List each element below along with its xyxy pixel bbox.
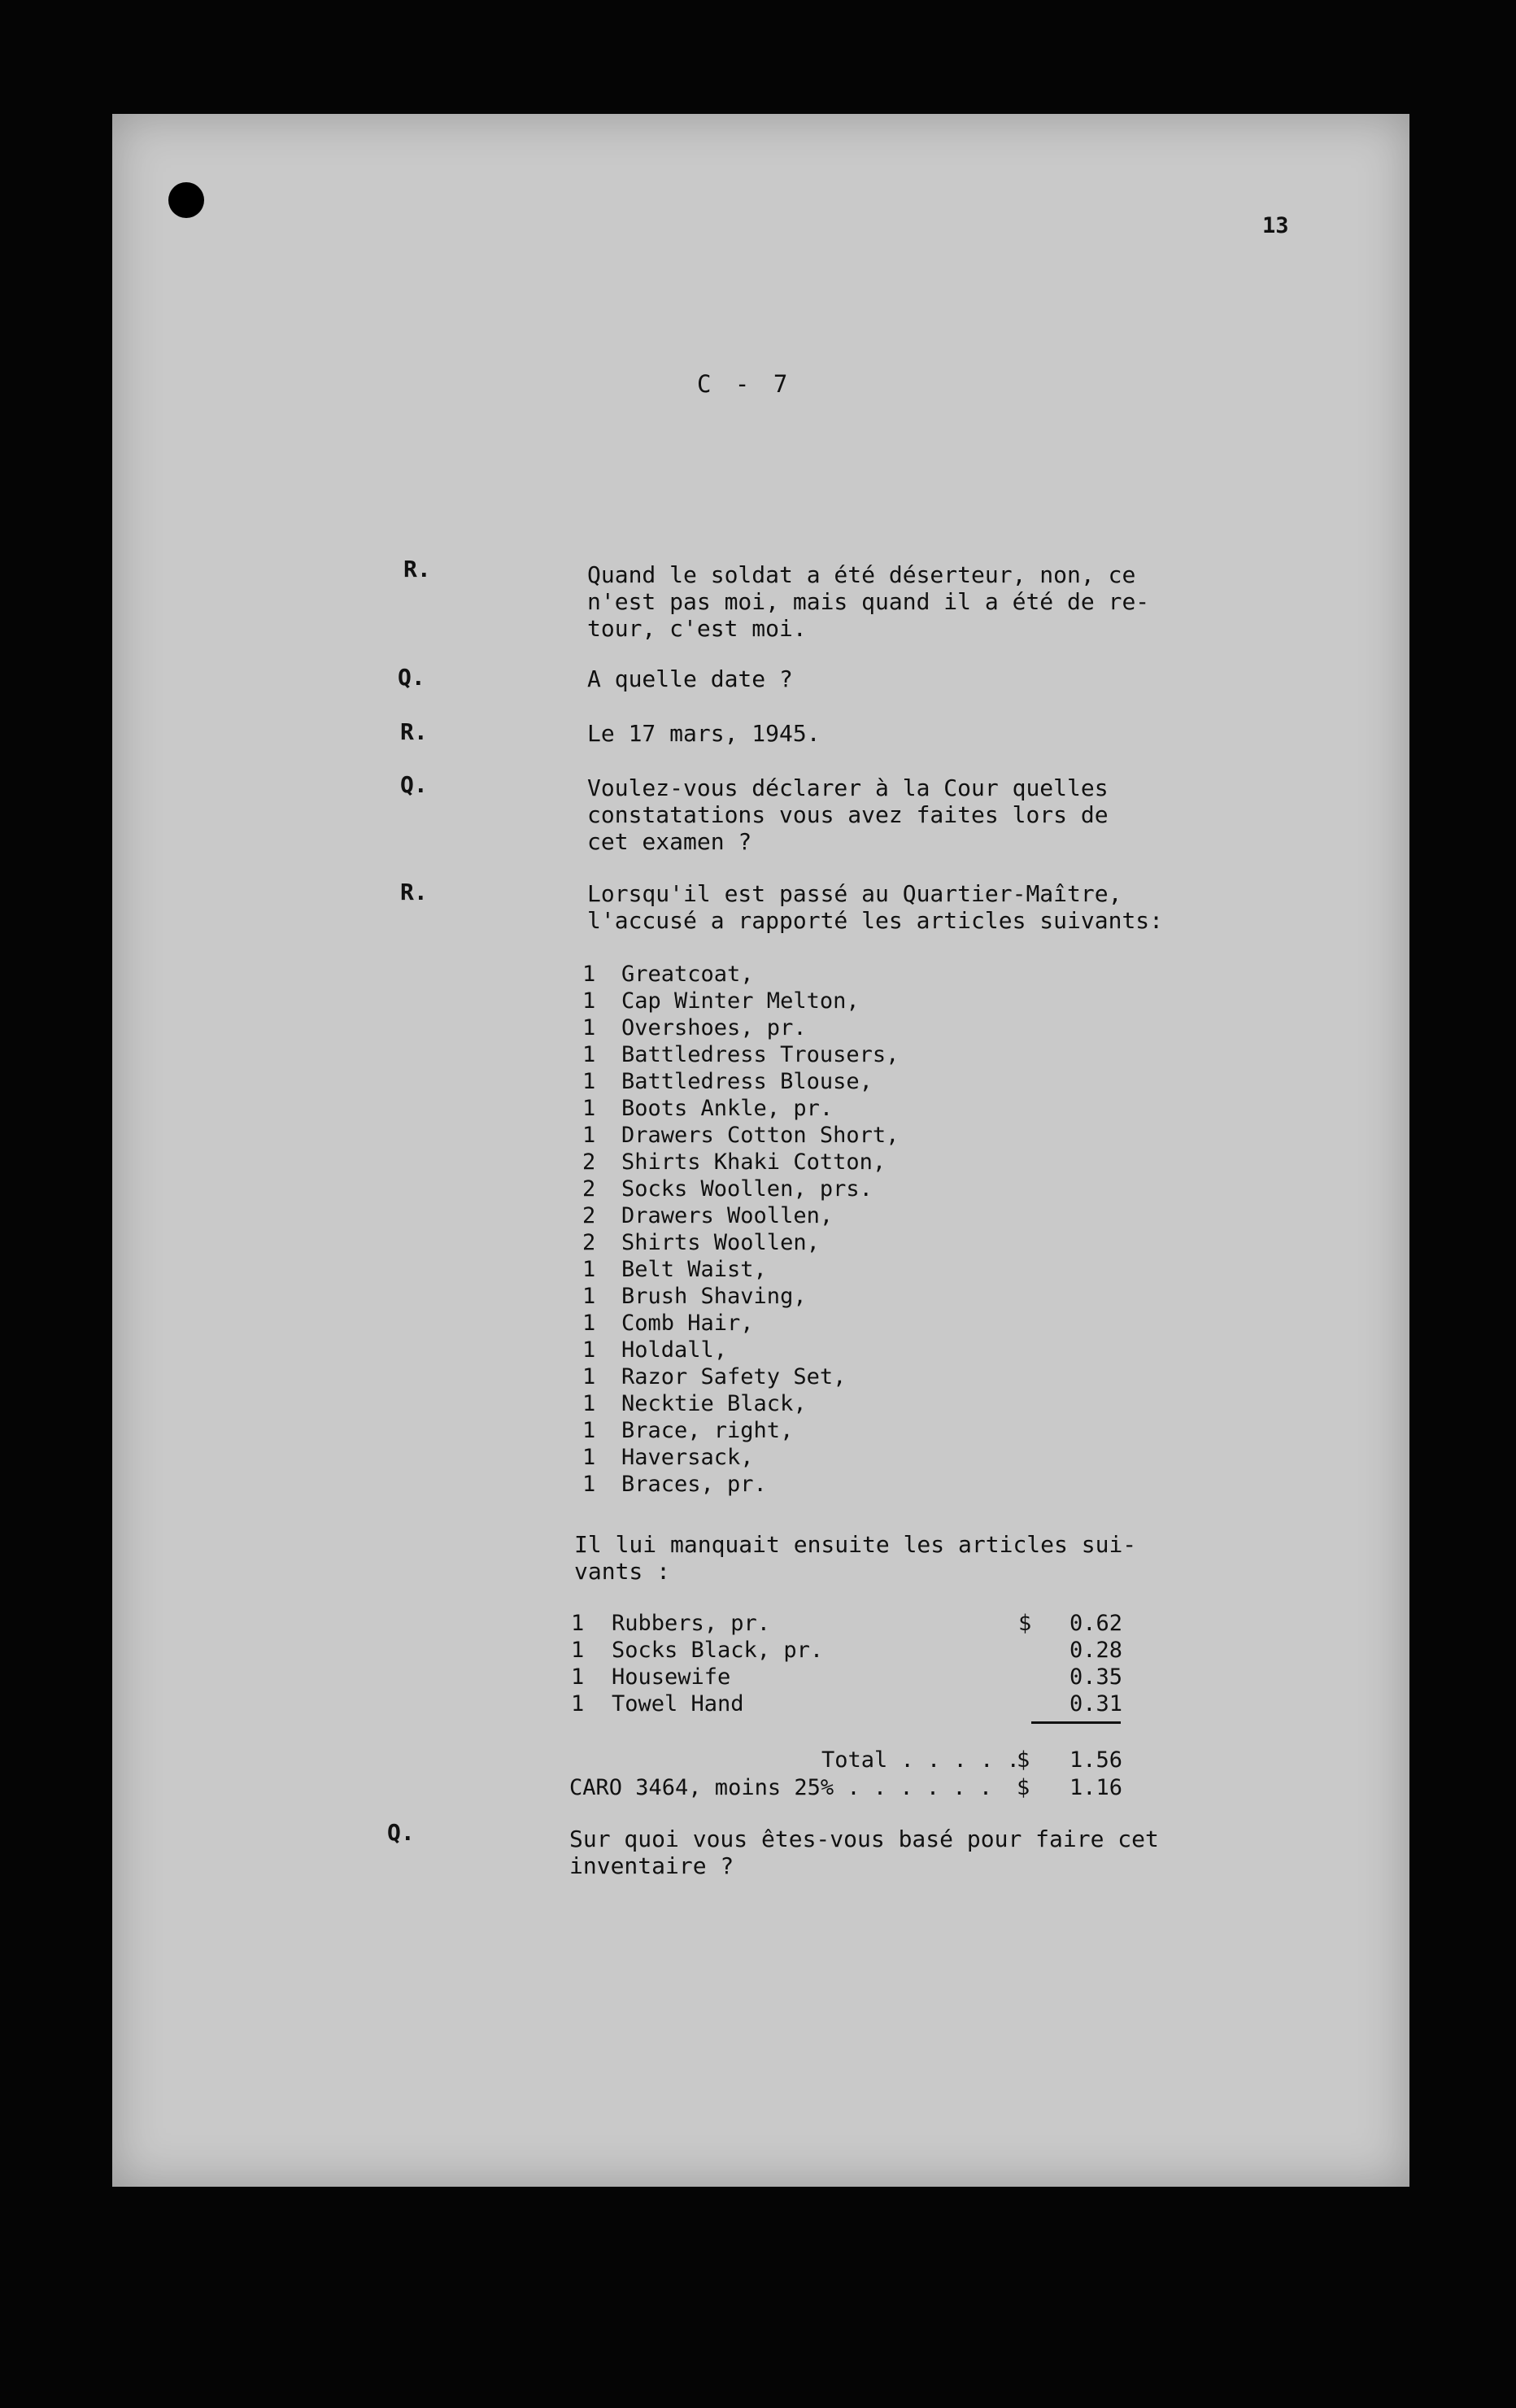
item-name: Socks Black, pr. [612,1638,824,1663]
answer-text: Quand le soldat a été déserteur, non, ce n'est pas moi, mais quand il a été de re- tour, c'est moi. [587,561,1150,642]
caro-amount: 1.16 [1069,1775,1122,1800]
question-text: Sur quoi vous êtes-vous basé pour faire cet inventaire ? [569,1826,1159,1879]
item-currency: $ [1018,1611,1032,1636]
item-name: Towel Hand [612,1691,744,1717]
item-quantity: 1 [571,1664,585,1690]
page-number: 13 [1262,213,1289,238]
item-quantity: 1 [582,1257,596,1282]
item-name: Razor Safety Set, [621,1364,847,1389]
total-currency: $ [1017,1747,1030,1773]
item-name: Drawers Woollen, [621,1203,834,1228]
item-name: Battledress Blouse, [621,1069,873,1094]
item-name: Shirts Woollen, [621,1230,820,1255]
item-quantity: 1 [582,1015,596,1040]
item-name: Shirts Khaki Cotton, [621,1149,887,1175]
item-quantity: 1 [582,1337,596,1363]
item-name: Braces, pr. [621,1472,767,1497]
speaker-label: R. [400,718,428,745]
item-name: Haversack, [621,1445,754,1470]
item-quantity: 1 [582,1069,596,1094]
missing-intro-text: Il lui manquait ensuite les articles sui- vants : [574,1531,1137,1585]
item-name: Battledress Trousers, [621,1042,900,1067]
item-quantity: 2 [582,1203,596,1228]
item-name: Socks Woollen, prs. [621,1176,873,1202]
item-name: Housewife [612,1664,731,1690]
item-quantity: 1 [582,1123,596,1148]
answer-text: Lorsqu'il est passé au Quartier-Maître, l'accusé a rapporté les articles suivants: [587,880,1164,934]
question-text: A quelle date ? [587,665,793,692]
speaker-label: R. [403,556,431,582]
item-quantity: 1 [571,1611,585,1636]
section-heading: C - 7 [697,370,793,398]
item-quantity: 1 [582,1284,596,1309]
item-name: Holdall, [621,1337,728,1363]
item-name: Belt Waist, [621,1257,767,1282]
item-quantity: 1 [582,1364,596,1389]
item-amount: 0.31 [1069,1691,1122,1717]
item-quantity: 1 [582,988,596,1014]
sum-rule [1031,1721,1121,1724]
item-quantity: 1 [571,1638,585,1663]
item-name: Brush Shaving, [621,1284,807,1309]
speaker-label: R. [400,879,428,905]
item-quantity: 2 [582,1176,596,1202]
item-name: Drawers Cotton Short, [621,1123,900,1148]
item-quantity: 1 [582,1096,596,1121]
speaker-label: Q. [387,1819,415,1846]
item-name: Boots Ankle, pr. [621,1096,834,1121]
speaker-label: Q. [400,771,428,798]
item-quantity: 1 [582,962,596,987]
item-quantity: 1 [582,1391,596,1416]
item-quantity: 2 [582,1149,596,1175]
total-label: Total . . . . . [821,1747,1020,1773]
item-name: Rubbers, pr. [612,1611,771,1636]
item-quantity: 1 [582,1311,596,1336]
item-quantity: 1 [582,1472,596,1497]
caro-currency: $ [1017,1775,1030,1800]
item-name: Necktie Black, [621,1391,807,1416]
item-quantity: 1 [571,1691,585,1717]
item-quantity: 2 [582,1230,596,1255]
item-amount: 0.62 [1069,1611,1122,1636]
speaker-label: Q. [398,664,425,691]
item-quantity: 1 [582,1042,596,1067]
item-quantity: 1 [582,1418,596,1443]
question-text: Voulez-vous déclarer à la Cour quelles constatations vous avez faites lors de cet examen ? [587,774,1109,855]
total-amount: 1.56 [1069,1747,1122,1773]
item-quantity: 1 [582,1445,596,1470]
caro-label: CARO 3464, moins 25% . . . . . . [569,1775,993,1800]
item-name: Comb Hair, [621,1311,754,1336]
punch-hole [168,182,204,218]
item-name: Cap Winter Melton, [621,988,860,1014]
item-name: Overshoes, pr. [621,1015,807,1040]
item-name: Brace, right, [621,1418,794,1443]
item-amount: 0.35 [1069,1664,1122,1690]
answer-text: Le 17 mars, 1945. [587,720,821,747]
item-amount: 0.28 [1069,1638,1122,1663]
item-name: Greatcoat, [621,962,754,987]
